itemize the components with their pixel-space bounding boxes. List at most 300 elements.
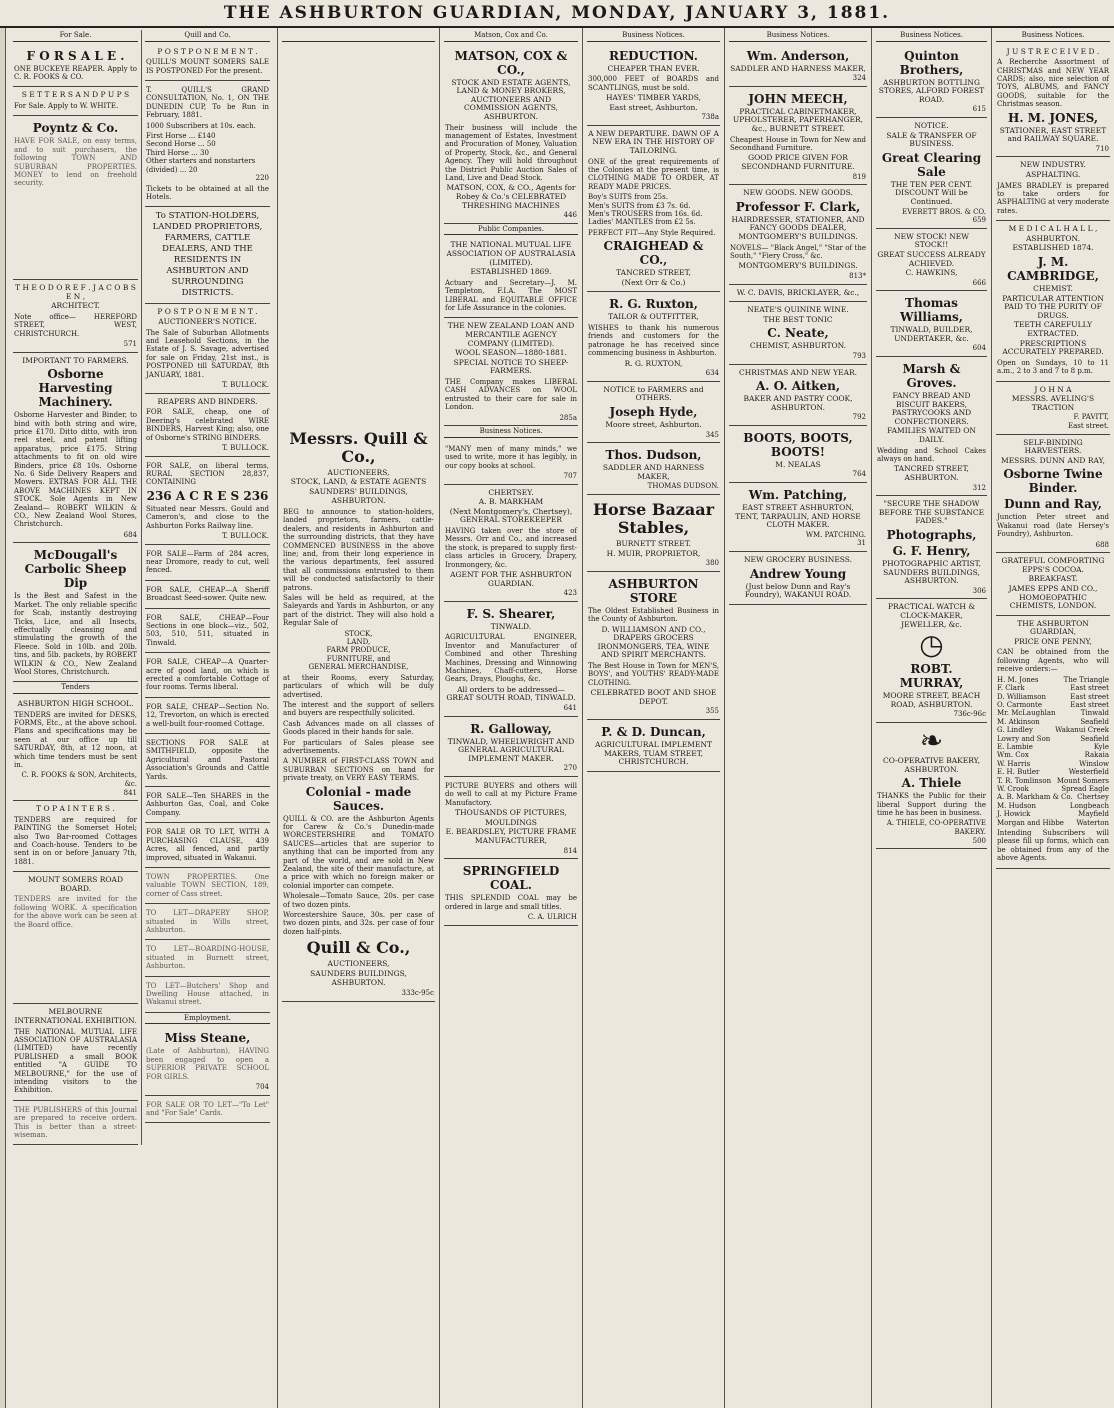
agent-row [997,802,1109,810]
ad-text: Cash Advances made on all classes of Goods placed in their hands for sale. [283,719,434,737]
prize-item: Other starters and nonstarters (divided) ... 20 [146,157,256,174]
ad-title: MATSON, COX & CO., [454,48,568,77]
agent-place: The Triangle [1063,675,1109,684]
mcdougall-ad [13,543,138,682]
pavitt-ad [996,382,1110,435]
ad-subtitle: TINWALD, BUILDER, UNDERTAKER, &c. [890,325,973,343]
ad-kicker: PRACTICAL WATCH & CLOCK-MAKER, JEWELLER, &c. [887,602,975,629]
ad-subtitle: CHEMIST, ASHBURTON. [749,341,847,351]
ad-kicker: "SECURE THE SHADOW BEFORE THE SUBSTANCE FADES." [878,499,985,526]
guardian-agents-ad [996,616,1110,869]
section-heading: For Sale. [13,30,138,42]
agent-place: Kyle [1093,742,1109,751]
ad-number: 31 [857,539,866,548]
ad-number: 738a [701,113,719,122]
galloway-ad [444,717,578,777]
ad-subtitle: TINWALD, WHEELWRIGHT AND GENERAL AGRICULTURAL IMPLEMENT MAKER. [447,736,575,763]
ad-text: Intending Subscribers will please fill up forms, which can be obtained from any of the above Agents. [997,829,1109,863]
section-heading: Public Companies. [444,224,578,236]
agent-row [997,819,1109,827]
ad-signature: C. A. ULRICH [527,912,577,921]
ad-subtitle: BAKER AND PASTRY COOK, ASHBURTON. [743,394,853,412]
jones-ad [996,44,1110,158]
ad-text: QUILL'S MOUNT SOMERS SALE IS POSTPONED For the present. [146,58,269,75]
ad-subtitle: ARCHITECT. [51,301,100,311]
thiele-ad [876,723,987,849]
ad-text: TENDERS are required for PAINTING the Somerset Hotel; also Two Bar-roomed Cottages and Coach-house. Tenders to be sent in on or before January 7th, 1881. [14,815,137,866]
ad-subtitle: PHOTOGRAPHIC ARTIST, SAUNDERS BUILDINGS, ASHBURTON. [882,559,981,586]
agent-name: M. Atkinson [997,717,1040,726]
ad-subtitle: D. WILLIAMSON AND CO., DRAPERS GROCERS IRONMONGERS, TEA, WINE AND SPIRIT MERCHANTS. [597,624,710,660]
ad-subtitle: EAST STREET ASHBURTON, TENT, TARPAULIN, AND HORSE CLOTH MAKER. [735,503,861,530]
agent-place: East street [1070,692,1109,701]
station-ad [145,207,270,304]
ad-text: TEETH CAREFULLY EXTRACTED. [1013,320,1093,338]
ad-number: 380 [705,559,719,568]
ad-text: A Recherche Assortment of CHRISTMAS and NEW YEAR CARDS; also, nice selection of TOYS, ALBUMS, and FANCY GOODS, suitable for the Christmas season. [997,58,1109,109]
ad-title: GRATEFUL COMFORTING EPPS'S COCOA. [1001,556,1105,574]
ad-number: 736c-96c [953,710,986,719]
ad-text: THE NATIONAL MUTUAL LIFE ASSOCIATION OF AUSTRALASIA (LIMITED) have recently PUBLISHED a small BOOK entitled "A GUIDE TO MELBOURNE," for the use of intending visitors to the Exhibition. [14,1027,137,1095]
cheap4-ad [145,698,270,734]
hayes-ad [587,44,720,126]
matson-ad [444,44,578,224]
ad-address: SAUNDERS BUILDINGS, [310,968,407,978]
agent-name: Wm. Cox [997,751,1029,760]
ad-kicker: NEW STOCK! NEW STOCK!! [894,231,969,250]
ad-title: ASHBURTON HIGH SCHOOL. [17,699,134,709]
ad-text: For particulars of Sales please see advertisements. [283,738,434,755]
ad-title: A. Thiele [901,776,962,791]
ad-subtitle: BREAKFAST. [1028,574,1078,584]
ad-text: The interest and the support of sellers and buyers are respectfully solicited. [283,700,434,718]
ad-subtitle: GREAT SUCCESS ALREADY ACHIEVED. [877,249,986,268]
meech-ad [729,87,867,185]
shares-ad [145,787,270,823]
ad-number: 666 [972,278,986,287]
ad-address: SAUNDERS' BUILDINGS, [309,486,408,496]
ad-text: NOVELS— "Black Angel," "Star of the South," "Fiery Cross," &c. [730,243,866,260]
agent-row [997,777,1109,785]
young-ad [729,552,867,605]
ad-title: G. F. Henry, [892,544,971,558]
ad-text: T. QUILL'S GRAND CONSULTATION, No. 1, ON THE DUNEDIN CUP, To be Run in February, 1881. [146,86,269,120]
goods-item: GENERAL MERCHANDISE, [308,663,409,672]
painters-tender [13,801,138,872]
purchasing-ad [145,823,270,868]
butchers-ad [145,977,270,1013]
columns [0,28,1114,1408]
ad-signature: HAYES' TIMBER YARDS, [605,93,702,102]
ad-title: Dunn and Ray, [1004,497,1102,512]
ad-text: FOR SALE OR TO LET—"To Let" and "For Sale" Cards. [146,1100,269,1117]
goods-item: FARM PRODUCE, [326,646,391,655]
davis-ad [729,285,867,303]
ad-text: The Sale of Suburban Allotments and Leasehold Sections, in the Estate of J. S. Savage, advertised for sale on Friday, 21st inst., is POSTPONED till SATURDAY, 8th JANUARY, 1881. [146,328,269,379]
ad-text: PRESCRIPTIONS ACCURATELY PREPARED. [1002,338,1104,357]
ad-subtitle: STOCK AND ESTATE AGENTS, LAND & MONEY BROKERS, AUCTIONEERS AND COMMISSION AGENTS, ASHBURTON. [451,77,571,121]
column-3 [440,28,583,1408]
ad-subtitle: ESTABLISHED 1874. [1012,243,1094,253]
asphalting-ad [996,157,1110,221]
section-heading: Matson, Cox and Co. [444,30,578,42]
agent-name: Mr. McLaughlan [997,709,1056,718]
agent-name: Lowry and Son [997,734,1051,743]
ad-signature: CRAIGHEAD & CO., [603,239,704,268]
marsh-ad [876,357,987,496]
ad-number: 684 [123,530,137,539]
ad-text: Open on Sundays, 10 to 11 a.m., 2 to 3 and 7 to 8 p.m. [997,358,1109,376]
ad-address: (Next Orr & Co.) [621,277,686,287]
ad-text: The Oldest Established Business in the County of Ashburton. [588,606,719,624]
ad-number: 792 [852,413,866,422]
ad-text: at their Rooms, every Saturday, particulars of which will be duly advertised. [283,673,434,699]
column-2 [278,28,440,1408]
agent-row [997,810,1109,818]
agent-name: F. Clark [997,684,1025,693]
ad-title: F O R S A L E . [26,48,125,63]
ad-title: Horse Bazaar Stables, [592,499,715,537]
craighead-ad [587,126,720,293]
ad-signature: F. PAVITT, [1073,413,1109,422]
ad-text: QUILL & CO. are the Ashburton Agents for Carew & Co.'s Dunedin-made WORCESTERSHIRE and TOMATO SAUCES—articles that are superior to anything that can be imported from any part of the world, and are sold in New Zealand, the site of their manufacture, at a price with which no foreign maker or colonial importer can compete. [283,814,434,890]
anderson-ad [729,44,867,87]
column-1 [6,28,278,1408]
ad-title: ASHBURTON STORE [608,576,699,605]
ad-text: TO LET—Butchers' Shop and Dwelling House attached, in Wakanui street. [146,981,269,1007]
cheap2-ad [145,609,270,654]
ad-kicker: NEW INDUSTRY. [1020,160,1086,170]
ad-town: ASHBURTON. [331,496,386,506]
ad-number: 634 [705,369,719,378]
section-heading: Business Notices. [444,426,578,438]
ad-number: 813* [849,271,866,280]
ad-signature: T. BULLOCK. [222,443,269,452]
ad-number: 814 [563,846,577,855]
agent-place: Westerfield [1068,768,1109,777]
exhibition-ad [13,1004,138,1100]
henry-ad [876,496,987,599]
ad-text: HAVING taken over the store of Messrs. Orr and Co., and increased the stock, is prepared to supply first-class articles in Grocery, Drapery, Ironmongery, &c. [445,526,577,569]
column-5 [725,28,872,1408]
agent-name: E. H. Butler [997,768,1040,777]
suits-list [588,193,719,227]
agent-place: Wakanui Creek [1055,726,1109,735]
agent-name: O. Carmonte [997,700,1042,709]
suits-item: Boy's SUITS from 25s. [588,193,668,202]
agent-place: Seafield [1080,717,1109,726]
ad-title: BOOTS, BOOTS, BOOTS! [743,430,853,459]
agent-name: W. Harris [997,759,1031,768]
ad-subtitle: MOORE STREET, BEACH ROAD, ASHBURTON. [882,691,981,709]
section-heading: Business Notices. [729,30,867,42]
ad-subtitle: ASHBURTON. [1025,233,1081,243]
ad-text: (Late of Ashburton), HAVING been engaged to open a SUPERIOR PRIVATE SCHOOL FOR GIRLS. [146,1047,269,1081]
ad-title: R. G. Ruxton, [609,297,698,312]
ad-subtitle: BURNETT STREET. [615,538,692,548]
goods-list [283,630,434,672]
ad-text: ONE of the great requirements of the Colonies at the present time, is CLOTHING MADE TO ORDER, AT READY MADE PRICES. [588,157,719,191]
ad-subtitle: STOCK, LAND, & ESTATE AGENTS [290,477,427,487]
ad-text: FOR SALE—Farm of 284 acres, near Dromore, ready to cut, well fenced. [146,549,269,575]
boarding-ad [145,940,270,976]
ad-text: THE Company makes LIBERAL CASH ADVANCES on WOOL entrusted to their care for sale in London. [445,377,577,412]
ad-signature: THOMAS DUDSON. [647,482,719,491]
ad-address: East street. [1068,421,1109,430]
ad-title: MELBOURNE INTERNATIONAL EXHIBITION. [14,1007,137,1025]
hyde-ad [587,382,720,443]
properties-ad [145,868,270,904]
ad-signature: T. BULLOCK. [222,381,269,390]
section-heading: Business Notices. [996,30,1110,42]
ad-number: 571 [123,339,137,348]
ad-text: Their business will include the management of Estates, Investment and Procuration of Money, Valuation of Property, Stock, &c., and General Agency. They will hold throughout the District Public Auction Sales of Land, Live and Dead Stock. [445,123,577,182]
neate-ad [729,302,867,364]
everett-ad [876,118,987,229]
ad-subtitle: TINWALD. [490,621,532,631]
jacobsen-ad [13,280,138,353]
quill-co-ad [282,424,435,1002]
agent-place: East street [1070,684,1109,693]
ad-title: S E T T E R S A N D P U P S [21,90,130,100]
picture-ad [444,777,578,859]
fooks-ad [13,44,138,88]
ad-signature: A. THIELE, CO-OPERATIVE BAKERY. [886,819,986,836]
ad-kicker: CHRISTMAS AND NEW YEAR. [738,367,858,377]
ad-subtitle: CHEAPER THAN EVER. [607,63,700,73]
agent-name: W. Crook [997,784,1029,793]
ad-title: Osborne Harvesting Machinery. [38,367,113,410]
ad-text: TO LET—BOARDING-HOUSE, situated in Burnett street, Ashburton. [146,945,269,971]
ad-text: TENDERS are invited for DESKS, FORMS, Etc., at the above school. Plans and specifications may be seen at our office up till SATURDAY, 8th, at 12 noon, at which time tenders must be sent in. [14,710,137,770]
prize-item: Second Horse ... 50 [146,140,216,149]
ad-text: THIS SPLENDID COAL may be ordered in large and small titles. [445,894,577,911]
ad-title: A. B. MARKHAM [478,497,544,507]
agent-row [997,701,1109,709]
osborne-ad [13,353,138,544]
ad-title: Joseph Hyde, [609,405,698,419]
ad-text: Osborne Harvester and Binder, to bind with both string and wire, price £170. Ditto ditto, with iron reel steel, and patent lifting apparatus, price £175. String attachments to fit on old wire Binders, price £8 10s. Osborne No. 6 Side Delivery Reapers and Mowers. EXTRAS FOR ALL THE ABOVE MACHINES KEPT IN STOCK. Sole Agents in New Zealand— ROBERT WILKIN & CO., New Zealand Wool Stores, Christchurch. [14,411,137,529]
agent-name: T. R. Tomlinson [997,776,1052,785]
agent-row [997,709,1109,717]
ad-text: AGRICULTURAL ENGINEER, Inventor and Manufacturer of Combined and other Threshing Machines, Dressing and Winnowing Machines, Chaff-cutters, Horse Gears, Drays, Ploughs, &c. [445,633,577,684]
column-4 [583,28,725,1408]
ad-title: F. S. Shearer, [466,606,556,621]
suits-item: Men's TROUSERS from 16s. 6d. [588,210,703,218]
ad-number: 423 [563,589,577,598]
ad-subtitle: STATIONER, EAST STREET and RAILWAY SQUARE. [999,125,1107,144]
ad-number: 270 [563,764,577,773]
for-sale-column [10,30,142,1145]
ad-number: 312 [972,483,986,492]
agent-row [997,684,1109,692]
ad-highlight: THOUSANDS OF PICTURES, [455,808,567,818]
ad-kicker: IMPORTANT TO FARMERS. [22,355,129,365]
ad-subs: 1000 Subscribers at 10s. each. [146,121,256,130]
ad-text: FOR SALE, CHEAP—A Sheriff Broadcast Seed-sower. Quite new. [146,585,269,603]
ad-text: For Sale. Apply to W. WHITE. [14,102,119,110]
ad-subtitle: SADDLER AND HARNESS MAKER, [602,463,705,481]
ad-number: 604 [972,344,986,353]
ad-signature: MATSON, COX, & CO., Agents for Robey & Co.'s CELEBRATED THRESHING MACHINES [446,183,576,210]
ad-highlight: Photographs, [886,528,977,542]
prize-list [146,132,269,174]
ad-text: FOR SALE, on liberal terms, RURAL SECTION 28,837, CONTAINING [146,461,269,487]
agent-place: Waterton [1076,818,1109,827]
agent-name: E. Lambie [997,742,1033,751]
ad-kicker: NEATE'S QUININE WINE. [747,305,849,315]
ad-address: TANCRED STREET, [616,268,691,278]
ad-title: C. Neate, [767,326,829,341]
section-heading: Business Notices. [876,30,987,42]
ad-text: ONE BUCKEYE REAPER. Apply to C. R. FOOKS & CO. [14,64,137,81]
ad-text: FOR SALE—Ten SHARES in the Ashburton Gas, Coal, and Coke Company. [146,792,269,817]
ad-number: 324 [852,74,866,83]
ad-title: R. Galloway, [470,721,552,736]
ad-number: 615 [972,105,986,114]
cheap3-ad [145,653,270,698]
ad-title: J O H N A [1034,384,1072,394]
ad-signature: EVERETT BROS. & CO. [902,207,986,216]
ad-title: H. M. JONES, [1008,110,1098,125]
ad-number: 710 [1095,144,1109,153]
ad-title: THE NATIONAL MUTUAL LIFE ASSOCIATION OF AUSTRALASIA (LIMITED). [446,240,576,267]
aitken-ad [729,365,867,426]
agent-row [997,760,1109,768]
ad-kicker: SELF-BINDING HARVESTERS. [1023,437,1083,456]
ad-number: 306 [972,586,986,595]
ad-title: Poyntz & Co. [32,121,119,136]
ad-text: JAMES BRADLEY is prepared to take orders for ASPHALTING at very moderate rates. [997,181,1109,215]
column-7 [992,28,1114,1408]
agent-name: G. Lindley [997,726,1034,735]
agent-row [997,693,1109,701]
column-2-top-spacer [282,44,435,424]
ad-text: THE PUBLISHERS of this Journal are prepared to receive orders. This is better than a street-wiseman. [14,1105,137,1139]
ad-signature: T. BULLOCK. [222,531,269,540]
ad-text: Note office— HEREFORD STREET, WEST, CHRISTCHURCH. [14,312,137,338]
postponement2-ad [145,304,270,393]
ad-text: Worcestershire Sauce, 30s. per case of two dozen pints, and 32s. per case of four dozen half-pints. [283,911,434,936]
agent-row [997,735,1109,743]
masthead: THE ASHBURTON GUARDIAN, MONDAY, JANUARY 3, 1881. [0,0,1114,28]
dunn-ray-ad [996,435,1110,554]
ad-title: THE NEW ZEALAND LOAN AND MERCANTILE AGENCY COMPANY (LIMITED). [447,321,575,348]
agents-list [997,676,1109,827]
sections-ad [145,734,270,787]
shop-ad [145,904,270,940]
publishers-ad [13,1101,138,1146]
ad-title: Great Clearing Sale [881,150,982,179]
ad-subtitle: CHEMIST. [1033,284,1073,293]
ad-subtitle: HAIRDRESSER, STATIONER, AND FANCY GOODS DEALER, MONTGOMERY'S BUILDINGS. [731,214,865,241]
ad-highlight: GOOD PRICE GIVEN FOR SECONDHAND FURNITURE. [741,153,855,171]
agent-place: Mayfield [1078,810,1109,819]
ad-subtitle: FANCY BREAD AND BISCUIT BAKERS, PASTRYCOOKS AND CONFECTIONERS. [891,391,972,426]
agent-name: D. Williamson [997,692,1046,701]
agent-place: Tinwald [1080,709,1109,718]
ad-number: 688 [1095,540,1109,549]
ad-title: Wm. Patching, [748,488,848,503]
ad-text: SECTIONS FOR SALE at SMITHFIELD, opposite the Agricultural and Pastoral Association's Grounds and Cattle Yards. [146,739,269,781]
ad-number: 707 [563,471,577,480]
duncan-ad [587,720,720,772]
ad-text: FOR SALE, cheap, one of Deering's celebrated WIRE BINDERS, Harvest King; also, one of Osborne's STRING BINDERS. [146,408,269,442]
ad-number: 345 [705,430,719,439]
ad-text: "MANY men of many minds," we used to write, more it has legibly, in our copy books at school. [445,444,577,470]
cheap1-ad [145,581,270,609]
ad-text: Sales will be held as required, at the Saleyards and Yards in Ashburton, or any part of the district. They will also hold a Regular Sale of [283,594,434,628]
ad-title: McDougall's Carbolic Sheep Dip [24,548,127,591]
ad-title: MOUNT SOMERS ROAD BOARD. [28,875,123,893]
section-heading: Tenders [13,682,138,694]
ad-text: Tickets to be obtained at all the Hotels. [146,184,269,202]
ad-kicker: NEW GOODS. NEW GOODS. [743,188,853,198]
ad-title: JOHN MEECH, [748,91,848,106]
suits-item: Men's SUITS from £3 7s. 6d. [588,201,691,210]
agent-place: Spread Eagle [1061,784,1109,793]
ad-text: Is the Best and Safest in the Market. The only reliable specific for Scab, instantly destroying Ticks, Lice, and all Insects, effectually cleansing and stimulating the growth of the Fleece. Sold in 10lb. and 20lb. tins, and 5lb. packets, by ROBERT WILKIN & CO., New Zealand Wool Stores, Christchurch. [14,592,137,677]
ad-title: P O S T P O N E M E N T . [157,46,258,56]
ad-subtitle: MESSRS. DUNN AND RAY, [1001,455,1105,465]
goods-item: STOCK, [344,629,373,638]
ad-title: Marsh & Groves. [902,362,961,391]
murray-ad [876,599,987,723]
agent-place: Mount Somers [1056,776,1109,785]
ad-subtitle: (Just below Dunn and Ray's Foundry), WAKANUI ROAD. [744,581,852,600]
agent-row [997,718,1109,726]
agent-row [997,676,1109,684]
ad-text: FOR SALE OR TO LET, WITH A PURCHASING CLAUSE, 439 Acres, all fenced, and partly improved, situated in Wakanui. [146,828,269,862]
shearer-ad [444,602,578,717]
ad-signature: C. R. FOOKS & SON, Architects, &c. [21,771,137,789]
consultation-ad [145,81,270,207]
ad-number: 659 [972,216,986,225]
dudson-ad [587,443,720,495]
agent-row [997,768,1109,776]
school-tender [13,696,138,801]
ad-subtitle: THE BEST TONIC [763,314,833,324]
ad-kicker: J U S T R E C E I V E D . [1006,46,1100,56]
ad-title: T O P A I N T E R S . [36,804,115,814]
clock-icon: ◷ [919,628,944,662]
ad-title: W. C. DAVIS, BRICKLAYER, &c., [736,287,860,297]
ad-text: Junction Peter street and Wakanui road (late Hersey's Foundry), Ashburton. [997,513,1109,539]
ashburton-store-ad [587,572,720,720]
ad-subtitle: TAILOR & OUTFITTER, [608,312,699,322]
ad-number: 841 [123,788,137,797]
ad-number: 333c-95c [401,989,434,998]
ad-title: Wm. Anderson, [746,48,850,63]
agent-place: Longbeach [1069,801,1109,810]
ad-kicker: NEW GROCERY BUSINESS. [743,555,853,565]
many-men-ad [444,440,578,485]
ad-subtitle: SALE & TRANSFER OF BUSINESS. [886,130,977,149]
ad-highlight: CELEBRATED BOOT AND SHOE DEPOT. [590,688,717,706]
ad-text: Situated near Messrs. Gould and Cameron's, and close to the Ashburton Forks Railway line. [146,504,269,530]
ad-kicker: NOTICE to FARMERS and OTHERS. [603,384,704,403]
section-heading: Employment. [145,1013,270,1025]
ad-text: Wedding and School Cakes always on hand. [877,446,986,464]
ad-signature: WM. PATCHING. [805,530,866,539]
crest-icon: ❧ [919,723,944,757]
ad-name: J. M. CAMBRIDGE, [1007,255,1099,283]
ruxton-ad [587,292,720,381]
ad-subtitle: WOOL SEASON—1880-1881. [455,348,567,358]
ad-signature: H. MUIR, PROPRIETOR, [606,548,701,558]
medical-hall-ad [996,221,1110,381]
prize-item: First Horse ... £140 [146,132,216,141]
